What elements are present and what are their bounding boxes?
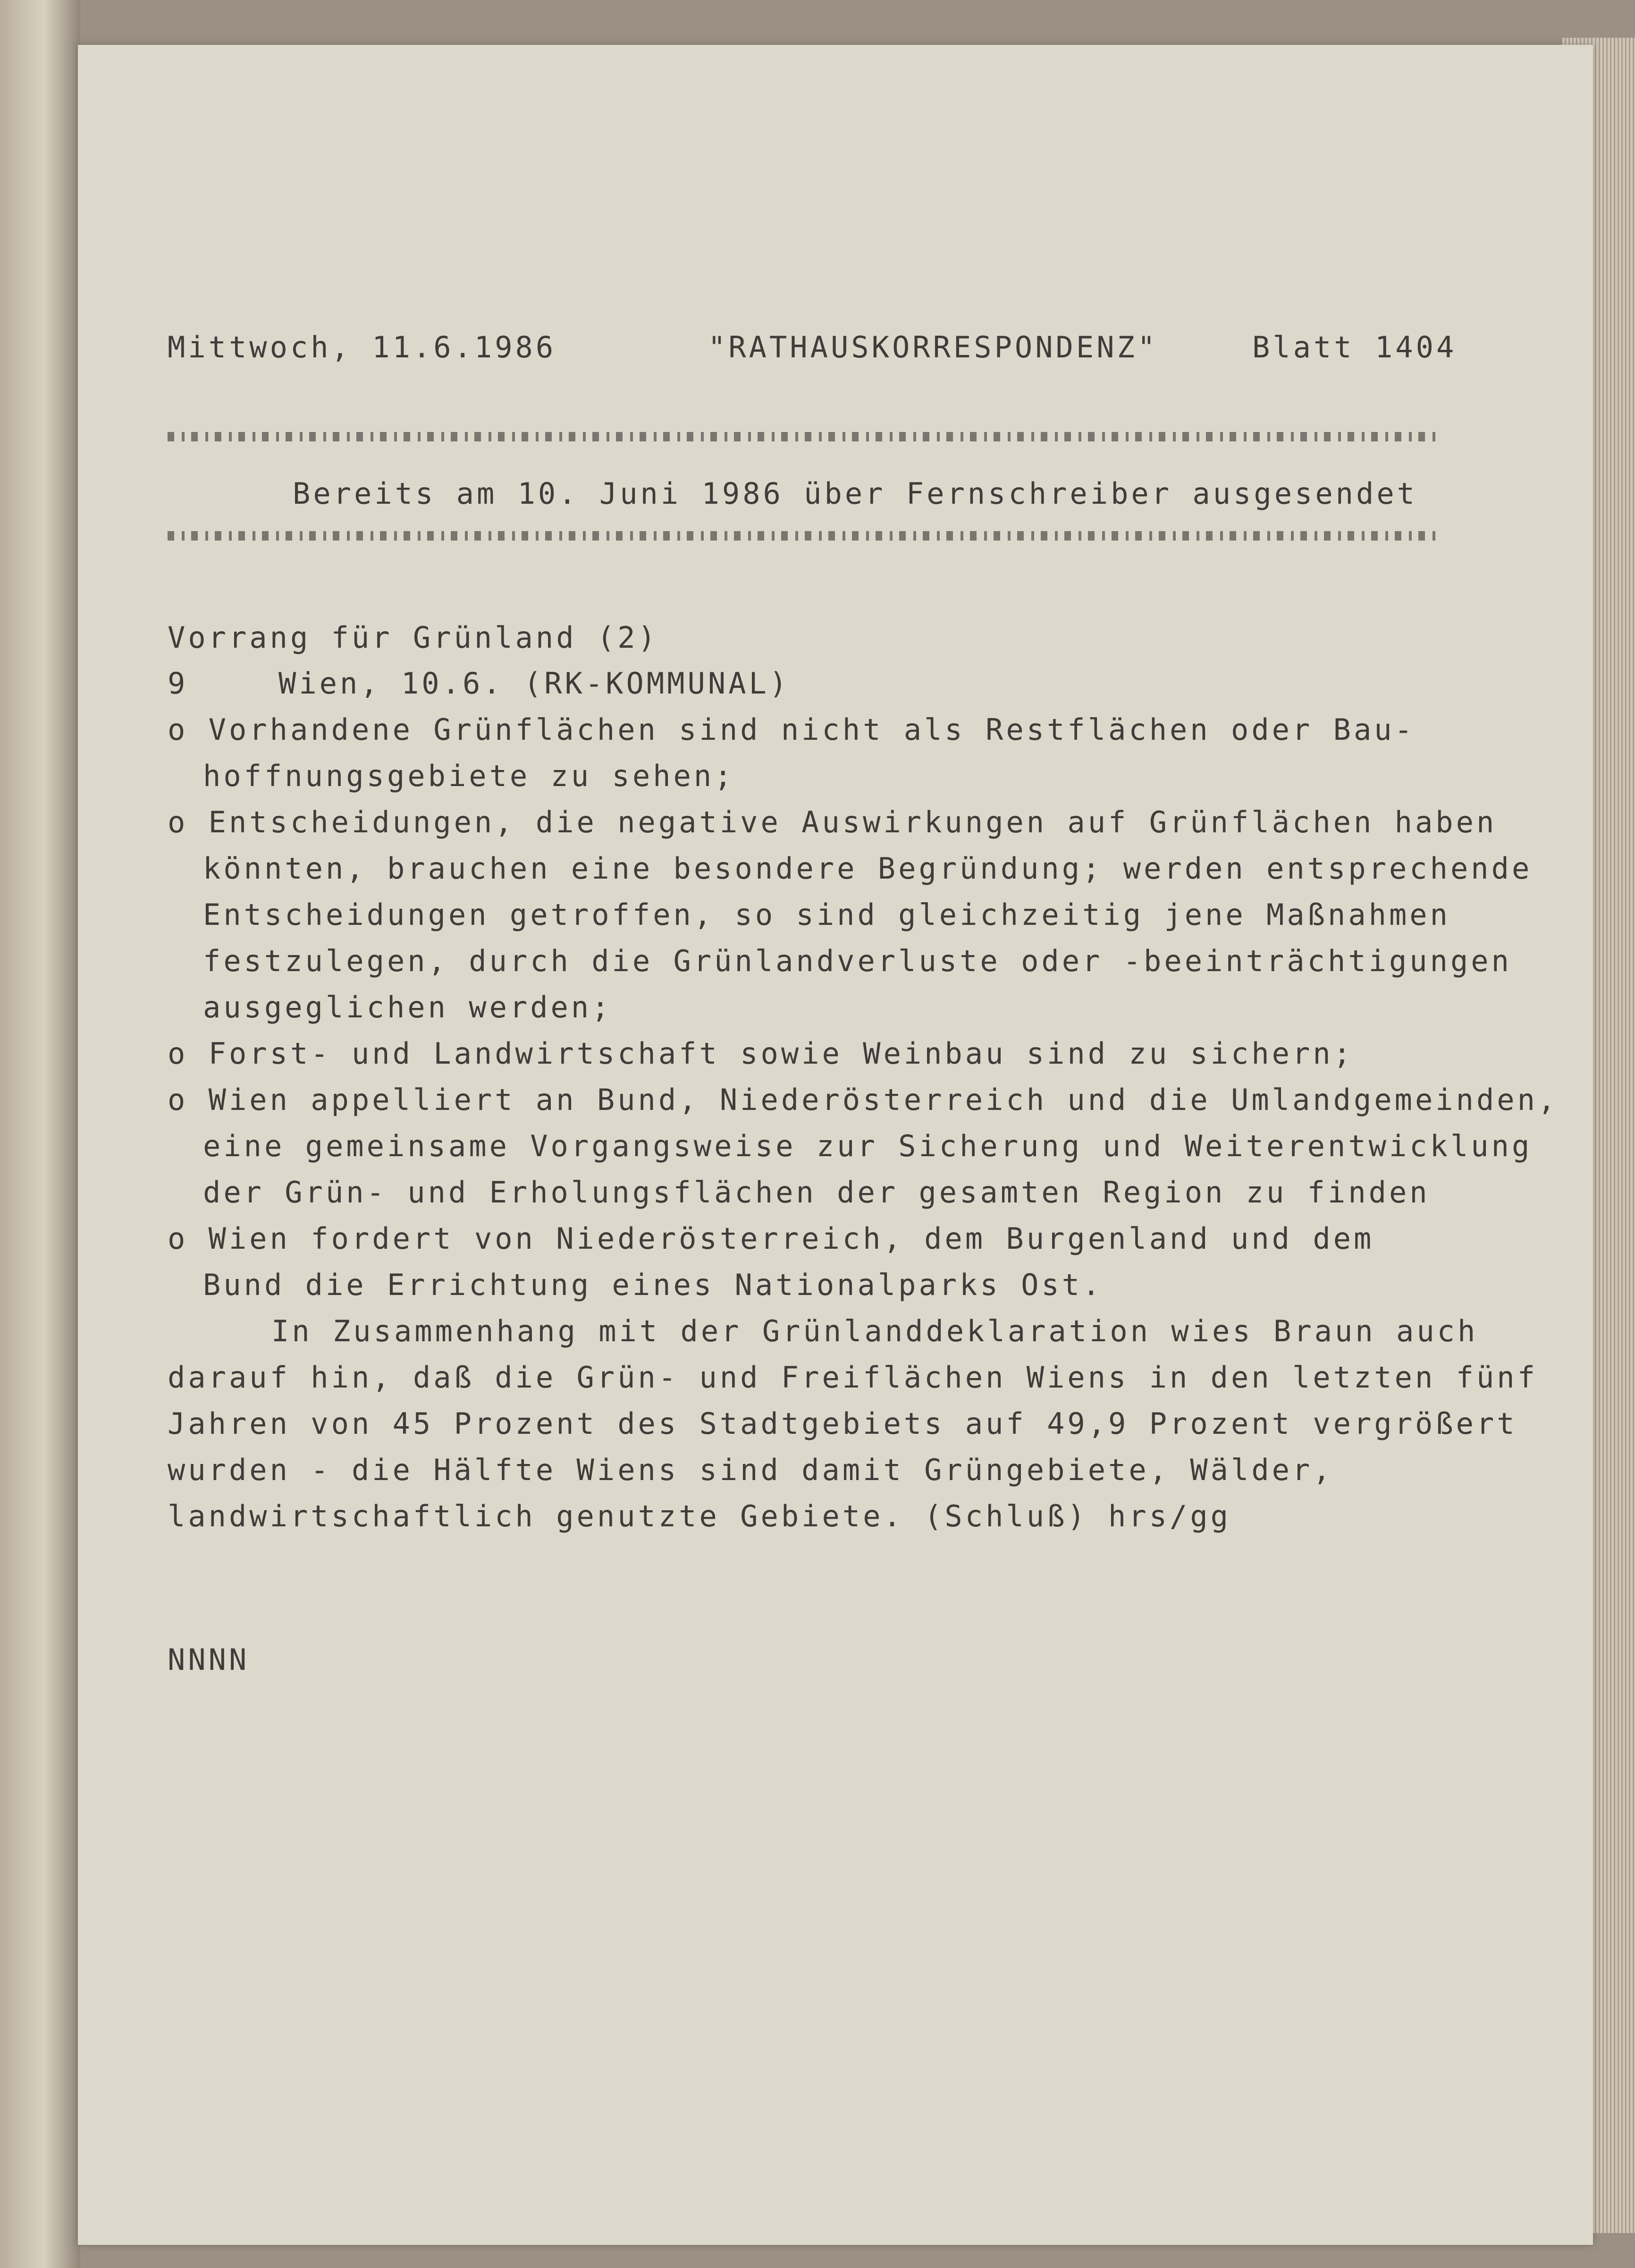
article-line: o Wien fordert von Niederösterreich, dem Burgenland und dem	[168, 1221, 1374, 1256]
end-marker: NNNN	[168, 1642, 250, 1677]
telex-notice: Bereits am 10. Juni 1986 über Fernschreiber ausgesendet	[293, 476, 1417, 511]
document-sheet	[78, 45, 1593, 2245]
article-title: Vorrang für Grünland (2)	[168, 620, 658, 655]
article-line: festzulegen, durch die Grünlandverluste oder -beeinträchtigungen	[203, 944, 1512, 978]
separator-bottom	[168, 531, 1442, 541]
article-line: o Wien appelliert an Bund, Niederösterreich und die Umlandgemeinden,	[168, 1083, 1559, 1117]
article-line: o Entscheidungen, die negative Auswirkungen auf Grünflächen haben	[168, 805, 1497, 839]
article-line: Entscheidungen getroffen, so sind gleichzeitig jene Maßnahmen	[203, 897, 1450, 932]
article-number: 9	[168, 666, 188, 701]
article-line: In Zusammenhang mit der Grünlanddeklaration wies Braun auch	[271, 1314, 1478, 1348]
header-publication: "RATHAUSKORRESPONDENZ"	[708, 330, 1158, 364]
left-page-edge	[0, 0, 80, 2268]
separator-top	[168, 432, 1442, 441]
article-line: darauf hin, daß die Grün- und Freiflächen Wiens in den letzten fünf	[168, 1360, 1538, 1395]
article-line: o Vorhandene Grünflächen sind nicht als Restflächen oder Bau-	[168, 712, 1415, 747]
article-line: landwirtschaftlich genutzte Gebiete. (Schluß) hrs/gg	[168, 1499, 1231, 1533]
article-line: ausgeglichen werden;	[203, 990, 612, 1024]
article-line: hoffnungsgebiete zu sehen;	[203, 759, 735, 793]
header-sheet-number: Blatt 1404	[1252, 330, 1457, 364]
header-date: Mittwoch, 11.6.1986	[168, 330, 556, 364]
article-line: wurden - die Hälfte Wiens sind damit Grüngebiete, Wälder,	[168, 1453, 1333, 1487]
article-line: könnten, brauchen eine besondere Begründung; werden entsprechende	[203, 851, 1533, 886]
article-line: eine gemeinsame Vorgangsweise zur Sicherung und Weiterentwicklung	[203, 1129, 1533, 1163]
article-line: o Forst- und Landwirtschaft sowie Weinbau sind zu sichern;	[168, 1036, 1354, 1071]
article-line: Jahren von 45 Prozent des Stadtgebiets auf 49,9 Prozent vergrößert	[168, 1406, 1517, 1441]
article-line: der Grün- und Erholungsflächen der gesamten Region zu finden	[203, 1175, 1430, 1210]
article-line: Bund die Errichtung eines Nationalparks Ost.	[203, 1268, 1103, 1302]
article-dateline: Wien, 10.6. (RK-KOMMUNAL)	[278, 666, 790, 701]
